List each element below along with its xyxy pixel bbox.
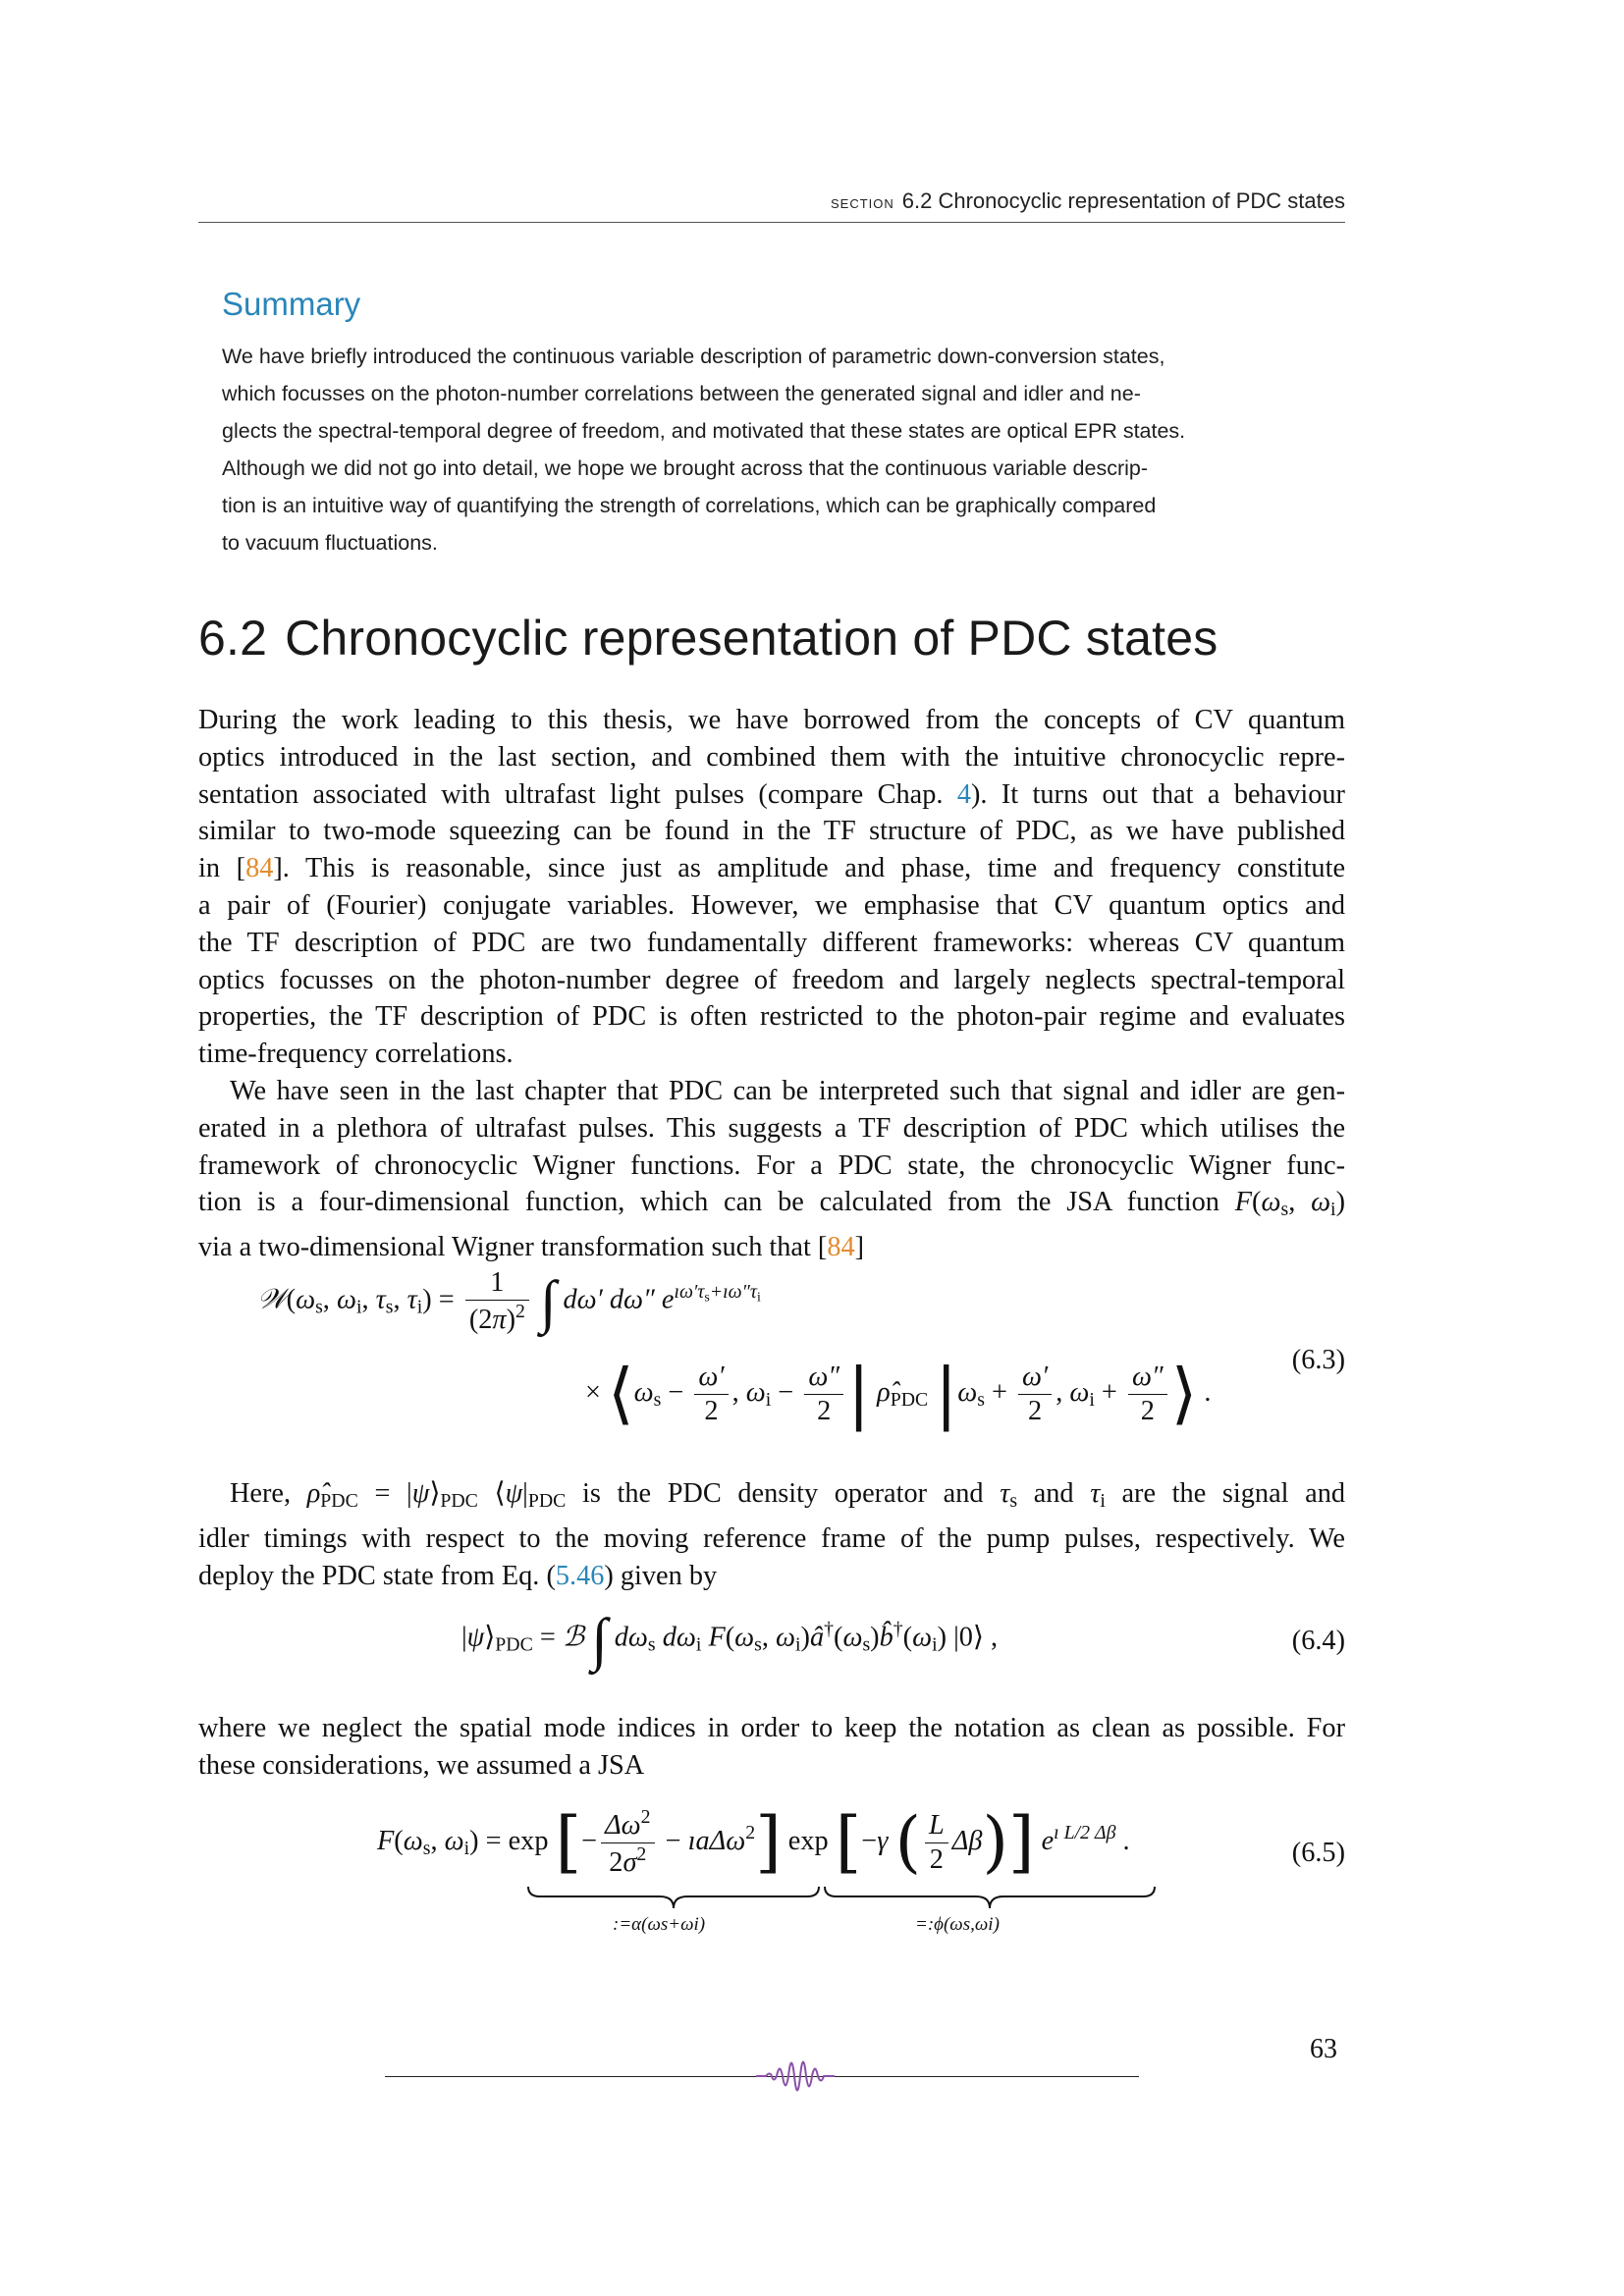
summary-title: Summary: [222, 286, 361, 322]
section-number: 6.2: [198, 611, 268, 666]
paragraph-1: [198, 702, 1345, 1073]
text-line: these considerations, we assumed a JSA: [198, 1749, 645, 1781]
text-line: idler timings with respect to the moving reference frame of the pump pulses, respectively. We: [198, 1522, 1345, 1554]
text-line: erated in a plethora of ultrafast pulses. This suggests a TF description of PDC which utilises the: [198, 1112, 1345, 1144]
underbrace-phi-label: =:ϕ(ωs,ωi): [915, 1914, 1000, 1935]
text-line: the TF description of PDC are two fundamentally different frameworks: whereas CV quantum: [198, 927, 1345, 958]
summary-line: Although we did not go into detail, we hope we brought across that the continuous variable descrip-: [222, 456, 1149, 480]
citation-link[interactable]: 84: [827, 1232, 855, 1263]
summary-line: glects the spectral-temporal degree of freedom, and motivated that these states are optical EPR states.: [222, 419, 1186, 443]
equation-6-3-line1: $𝒲(\omega_s$, $\omega_i$, $\tau_s$, $\tau_i$) = $\frac{1}{(2\pi)^2}$ ∫ dω′ dω″ $e^{ı\omega'\tau_s+ı\omega''\tau_i}$: [257, 1267, 761, 1335]
equation-number: (6.4): [1291, 1626, 1345, 1656]
equation-link[interactable]: 5.46: [555, 1560, 605, 1591]
text-line: in [84]. This is reasonable, since just as amplitude and phase, time and frequency constitute: [198, 853, 1346, 884]
equation-number: (6.3): [1291, 1345, 1345, 1375]
section-heading: [198, 610, 1218, 667]
running-header: [198, 188, 1345, 214]
running-header-title: 6.2 Chronocyclic representation of PDC states: [901, 188, 1345, 213]
underbrace-alpha-label: :=α(ωs+ωi): [613, 1914, 706, 1935]
summary-body: [222, 338, 1312, 561]
summary-line: We have briefly introduced the continuous variable description of parametric down-conversion states,: [222, 345, 1165, 368]
equation-6-5: $F(\omega_s$, $\omega_i) = \exp$ [− $\frac{\Delta\omega^2}{2\sigma^2}$ − ıaΔω$^2$] exp [−γ ( $\frac{L}{2}$ Δβ)] $e^{ı L/2 \Delta\beta}$ .: [377, 1803, 1130, 1882]
summary-line: tion is an intuitive way of quantifying the strength of correlations, which can be graphically compared: [222, 494, 1157, 517]
pulse-wave-icon: [756, 2036, 835, 2118]
text-line: We have seen in the last chapter that PDC can be interpreted such that signal and idler are gen-: [230, 1076, 1345, 1106]
text-line: similar to two-mode squeezing can be found in the TF structure of PDC, as we have published: [198, 816, 1345, 847]
equation-6-4: $|\psi⟩_{PDC}$ = ℬ ∫ $d\omega_s$ $d\omega_i$ $F(\omega_s$, $\omega_i)â^\dagger(\omega_s)b̂^\dagger(\omega_i)$ |0⟩ ,: [461, 1607, 999, 1672]
text-line: During the work leading to this thesis, we have borrowed from the concepts of CV quantum: [198, 705, 1345, 735]
equation-number: (6.5): [1291, 1838, 1345, 1868]
text-line: sentation associated with ultrafast light pulses (compare Chap. 4). It turns out that a behaviour: [198, 778, 1345, 810]
paragraph-2: [198, 1073, 1345, 1266]
text-line: Here, $\rhô_{PDC}$ = $|\psi⟩_{PDC}$ $⟨\psi|_{PDC}$ is the PDC density operator and $\tau_s$ and $\tau_i$ are the signal and: [230, 1478, 1345, 1512]
paragraph-4: [198, 1710, 1345, 1785]
text-line: properties, the TF description of PDC is often restricted to the photon-pair regime and evaluates: [198, 1001, 1345, 1033]
chapter-link[interactable]: 4: [956, 778, 971, 810]
text-line: time-frequency correlations.: [198, 1039, 514, 1070]
underbrace-phi: [823, 1885, 1157, 1910]
running-header-label: section: [830, 192, 894, 212]
text-line: a pair of (Fourier) conjugate variables. However, we emphasise that CV quantum optics and: [198, 889, 1345, 921]
header-rule: [198, 222, 1345, 223]
text-line: tion is a four-dimensional function, which can be calculated from the JSA function $F(\omega_s$, $\omega_i$): [198, 1187, 1345, 1221]
text-line: via a two-dimensional Wigner transformation such that [84]: [198, 1232, 865, 1263]
underbrace-alpha: [526, 1885, 821, 1910]
section-title: Chronocyclic representation of PDC states: [285, 611, 1218, 666]
citation-link[interactable]: 84: [245, 853, 274, 884]
paragraph-3: [198, 1475, 1345, 1594]
text-line: deploy the PDC state from Eq. (5.46) given by: [198, 1560, 718, 1591]
text-line: framework of chronocyclic Wigner functions. For a PDC state, the chronocyclic Wigner func-: [198, 1149, 1345, 1181]
page-number: 63: [1310, 2034, 1337, 2064]
text-line: optics focusses on the photon-number degree of freedom and largely neglects spectral-temporal: [198, 964, 1345, 995]
summary-line: which focusses on the photon-number correlations between the generated signal and idler and ne-: [222, 382, 1141, 405]
equation-6-3-line2: × $⟨\omega_s$ − $\frac{\omega'}{2}$ , $\omega_i$ − $\frac{\omega''}{2}$ | $\rhô_{PDC}$ $|\omega_s$ + $\frac{\omega'}{2}$ , $\omega_i$ + $\frac{\omega''}{2}$ ⟩ .: [585, 1355, 1212, 1433]
summary-line: to vacuum fluctuations.: [222, 531, 438, 555]
text-line: where we neglect the spatial mode indices in order to keep the notation as clean as possible. For: [198, 1713, 1345, 1743]
text-line: optics introduced in the last section, and combined them with the intuitive chronocyclic repre-: [198, 741, 1345, 773]
